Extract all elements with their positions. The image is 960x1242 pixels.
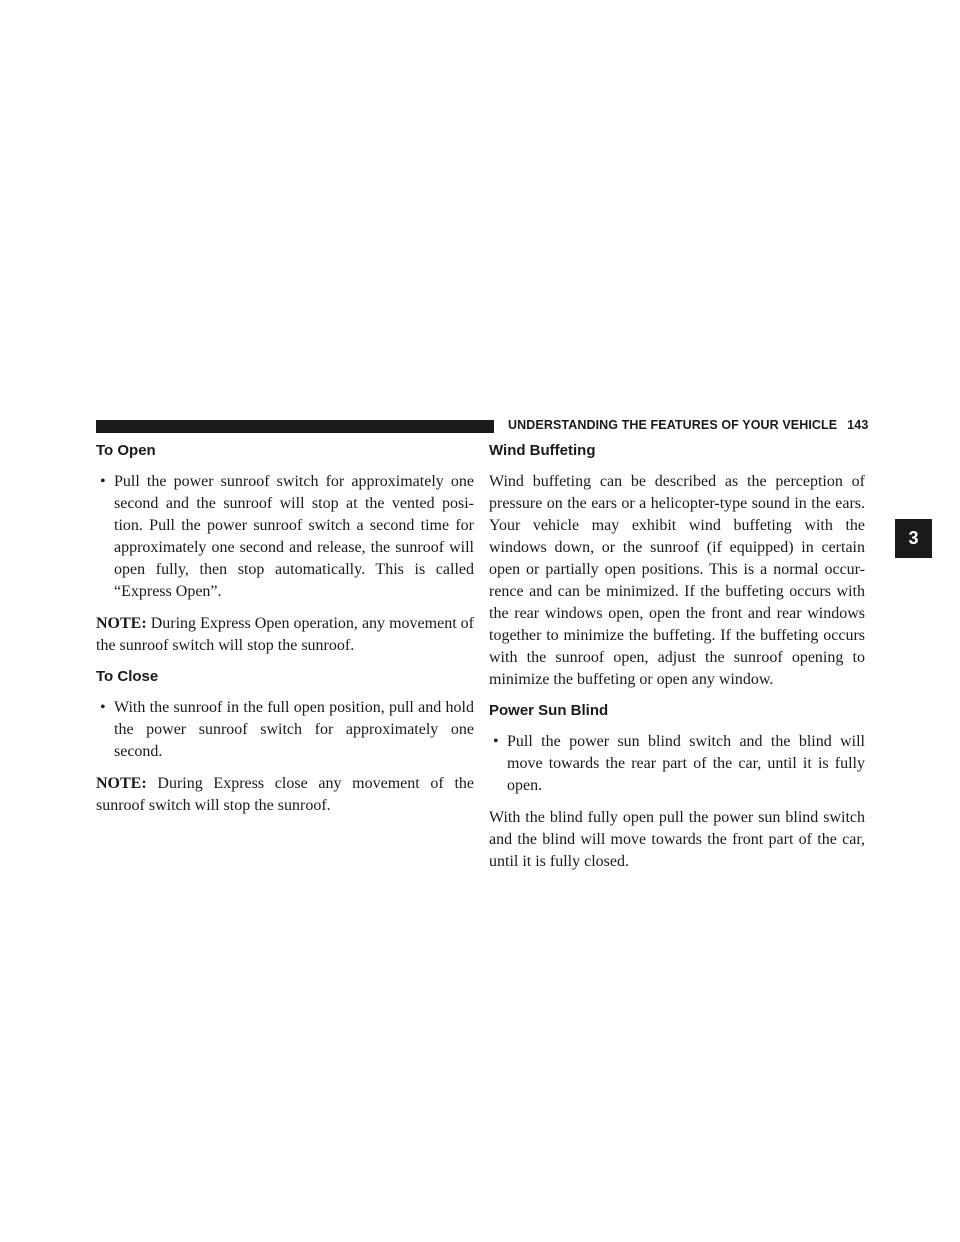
note-text: During Express close any movement of the sunroof switch will stop the sunroof. — [96, 775, 475, 814]
bullet-dot: • — [100, 699, 106, 716]
header-rule — [96, 420, 494, 433]
to-close-note — [96, 773, 474, 817]
note-label: NOTE: — [96, 615, 147, 632]
right-column — [489, 441, 865, 883]
left-column — [96, 441, 474, 827]
bullet-dot: • — [493, 733, 499, 750]
power-sun-blind-bullet — [489, 731, 865, 797]
to-open-note — [96, 613, 474, 657]
to-close-heading: To Close — [96, 668, 159, 685]
power-sun-blind-bullet-text: Pull the power sun blind switch and the blind will move towards the rear part of the car, until it is fully open. — [507, 733, 865, 794]
bullet-dot: • — [100, 473, 106, 490]
page-number: 143 — [847, 418, 869, 432]
running-header — [508, 418, 868, 432]
wind-buffeting-heading: Wind Buffeting — [489, 442, 596, 459]
section-title: UNDERSTANDING THE FEATURES OF YOUR VEHICLE — [508, 418, 838, 432]
chapter-tab: 3 — [895, 519, 932, 558]
to-open-heading: To Open — [96, 442, 156, 459]
note-label: NOTE: — [96, 775, 147, 792]
power-sun-blind-body: With the blind fully open pull the power sun blind switch and the blind will move towards the front part of the car, until it is fully closed. — [489, 809, 865, 870]
to-open-bullet — [96, 471, 474, 603]
note-text: During Express Open operation, any movement of the sunroof switch will stop the sunroof. — [96, 615, 475, 654]
wind-buffeting-body: Wind buffeting can be described as the perception of pressure on the ears or a helicopter-type sound in the ears. Your vehicle may exhibit wind buffeting with the windows down, or the sunroof (if equipped) in certain open or partially open positions. This is a normal occur- rence and can be minimized. If the buffeting occurs with the rear windows open, open the front and rear windows together to minimize the buffeting. If the buffeting occurs with the sunroof open, adjust the sunroof opening to minimize the buffeting or open any window. — [489, 473, 865, 688]
to-close-bullet — [96, 697, 474, 763]
to-close-bullet-text: With the sunroof in the full open position, pull and hold the power sunroof switch for approximately one second. — [114, 699, 474, 760]
to-open-bullet-text: Pull the power sunroof switch for approximately one second and the sunroof will stop at the vented posi- tion. Pull the power sunroof switch a second time for approximately one second and release, the sunroof will open fully, then stop automatically. This is called “Express Open”. — [114, 473, 474, 600]
power-sun-blind-heading: Power Sun Blind — [489, 702, 609, 719]
